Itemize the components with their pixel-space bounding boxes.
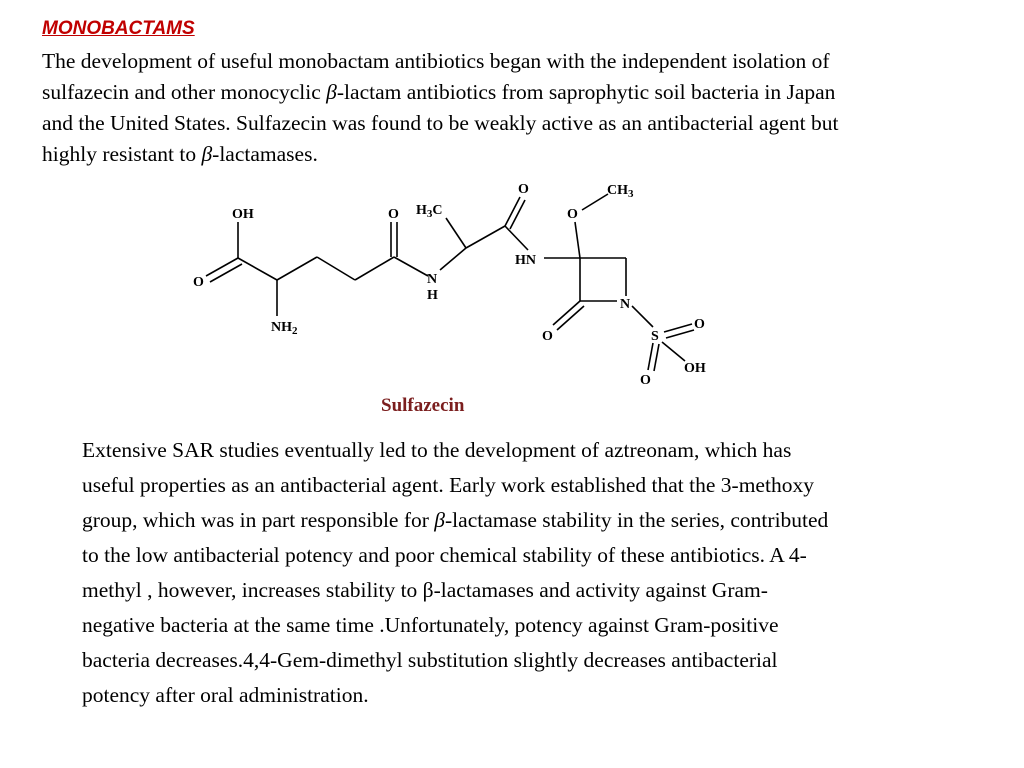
bond (505, 197, 520, 226)
bond (664, 324, 692, 332)
atom-label: $NH_2$ (271, 320, 298, 337)
structure-caption: Sulfazecin (381, 395, 465, 416)
intro-line: The development of useful monobactam antibiotics began with the independent isolation of (42, 49, 830, 73)
atom-label: O (640, 373, 651, 388)
bond (582, 194, 608, 210)
beta-symbol: β (201, 142, 213, 166)
atom-label: OH (684, 361, 706, 376)
bond (277, 257, 317, 280)
atom-label: O (567, 207, 578, 222)
bond (648, 343, 653, 370)
bond (575, 222, 580, 258)
bond (466, 226, 505, 248)
sar-line: useful properties as an antibacterial agent. Early work established that the 3-methoxy (82, 473, 814, 497)
atom-label: O (193, 275, 204, 290)
intro-line: and the United States. Sulfazecin was found to be weakly active as an antibacterial agent but (42, 111, 839, 135)
bond (238, 258, 277, 280)
bond (446, 218, 466, 248)
intro-line: sulfazecin and other monocyclic β-lactam antibiotics from saprophytic soil bacteria in Japan (42, 80, 836, 104)
sar-line: negative bacteria at the same time .Unfortunately, potency against Gram-positive (82, 613, 779, 637)
atom-label: $H_3C$ (416, 203, 443, 220)
atom-label: O (388, 207, 399, 222)
sar-line: to the low antibacterial potency and poor chemical stability of these antibiotics. A 4- (82, 543, 807, 567)
atom-label: O (694, 317, 705, 332)
sar-line: potency after oral administration. (82, 683, 369, 707)
beta-symbol: β (434, 508, 446, 532)
bond (317, 257, 355, 280)
intro-line: highly resistant to β-lactamases. (42, 142, 318, 166)
sar-line: group, which was in part responsible for β-lactamase stability in the series, contributed (82, 508, 829, 532)
atom-label: O (542, 329, 553, 344)
atom-label: N (427, 272, 438, 287)
bond (666, 330, 694, 338)
bond (206, 258, 238, 276)
atom-label: HN (515, 253, 536, 268)
sar-line: bacteria decreases.4,4-Gem-dimethyl substitution slightly decreases antibacterial (82, 648, 778, 672)
bond (654, 344, 659, 371)
bond (210, 264, 242, 282)
bond (394, 257, 428, 276)
atom-label: S (651, 329, 659, 344)
beta-symbol: β (326, 80, 337, 104)
atom-label: OH (232, 207, 254, 222)
bond (662, 342, 685, 361)
structure-bonds (206, 194, 694, 371)
section-heading: MONOBACTAMS (42, 18, 195, 39)
atom-label: N (620, 297, 631, 312)
sar-paragraph (82, 433, 1002, 713)
sar-line: Extensive SAR studies eventually led to the development of aztreonam, which has (82, 438, 792, 462)
bond (440, 248, 466, 270)
bond (355, 257, 394, 280)
sar-line: methyl , however, increases stability to β-lactamases and activity against Gram- (82, 578, 768, 602)
bond (510, 200, 525, 229)
bond (632, 306, 653, 327)
atom-label: H (427, 288, 438, 303)
atom-label: O (518, 182, 529, 197)
bond (505, 226, 528, 250)
atom-label: $CH_3$ (607, 183, 634, 200)
